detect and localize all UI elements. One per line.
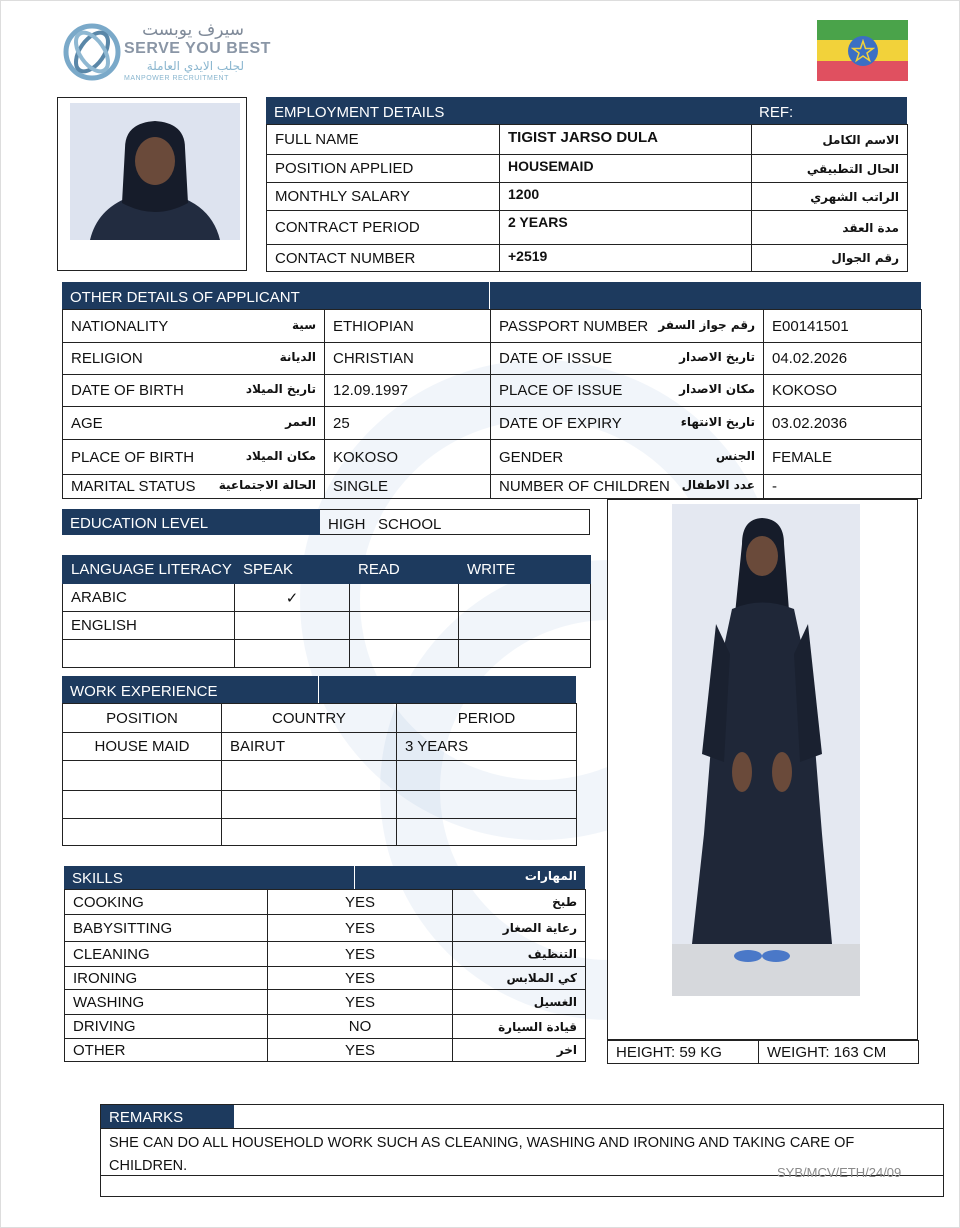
company-logo xyxy=(62,20,271,90)
employment-row xyxy=(267,125,908,155)
employment-table xyxy=(266,124,908,272)
other-label: RELIGION الديانة xyxy=(63,343,325,375)
work-row-empty xyxy=(63,761,577,791)
other-details-row xyxy=(63,310,922,343)
skill-arabic: رعاية الصغار xyxy=(453,915,586,942)
skill-arabic: قيادة السيارة xyxy=(453,1015,586,1039)
language-name: ARABIC xyxy=(63,584,235,612)
education-label: EDUCATION LEVEL xyxy=(70,515,209,532)
other-label: DATE OF ISSUE تاريخ الاصدار xyxy=(491,343,764,375)
work-table xyxy=(62,703,577,846)
skill-arabic: اخر xyxy=(453,1039,586,1062)
other-label: NUMBER OF CHILDREN عدد الاطفال xyxy=(491,475,764,499)
skill-value: NO xyxy=(268,1015,453,1039)
read-cell xyxy=(350,612,459,640)
measurements-table xyxy=(607,1040,919,1064)
other-value: FEMALE xyxy=(764,440,922,475)
other-details-row xyxy=(63,440,922,475)
skill-arabic: الغسيل xyxy=(453,990,586,1015)
other-label: PLACE OF ISSUE مكان الاصدار xyxy=(491,375,764,407)
weight-value: WEIGHT: 163 CM xyxy=(759,1041,919,1064)
work-country: BAIRUT xyxy=(222,733,397,761)
employment-label: CONTRACT PERIOD xyxy=(267,211,500,245)
logo-arabic-name: سيرف يوبست xyxy=(142,20,244,40)
other-value: ETHIOPIAN xyxy=(325,310,491,343)
skill-arabic: التنظيف xyxy=(453,942,586,967)
employment-arabic-label: الاسم الكامل xyxy=(752,125,908,155)
education-label-bar xyxy=(62,509,320,535)
skill-name: DRIVING xyxy=(65,1015,268,1039)
employment-label: CONTACT NUMBER xyxy=(267,245,500,272)
employment-value: TIGIST JARSO DULA xyxy=(500,125,752,155)
logo-arabic-sub: لجلب الايدي العاملة xyxy=(146,59,244,73)
skill-name: COOKING xyxy=(65,890,268,915)
other-label: MARITAL STATUS الحالة الاجتماعية xyxy=(63,475,325,499)
other-value: E00141501 xyxy=(764,310,922,343)
other-label: GENDER الجنس xyxy=(491,440,764,475)
other-label: AGE العمر xyxy=(63,407,325,440)
speak-header: SPEAK xyxy=(235,556,350,584)
work-row-empty xyxy=(63,819,577,846)
speak-cell xyxy=(235,612,350,640)
other-details-table xyxy=(62,309,922,499)
skill-arabic: كي الملابس xyxy=(453,967,586,990)
ref-label: REF: xyxy=(759,104,794,121)
remarks-label-bar xyxy=(101,1105,234,1128)
employment-row xyxy=(267,245,908,272)
ethiopia-flag-icon xyxy=(817,20,908,81)
other-value: 25 xyxy=(325,407,491,440)
other-details-row xyxy=(63,375,922,407)
other-label: DATE OF EXPIRY تاريخ الانتهاء xyxy=(491,407,764,440)
employment-row xyxy=(267,155,908,183)
skill-value: YES xyxy=(268,942,453,967)
employment-arabic-label: الراتب الشهري xyxy=(752,183,908,211)
skills-header-bar xyxy=(64,866,585,889)
other-value: KOKOSO xyxy=(764,375,922,407)
skill-value: YES xyxy=(268,890,453,915)
employment-value: +2519 xyxy=(500,245,752,272)
other-label: NATIONALITY سية xyxy=(63,310,325,343)
skill-name: CLEANING xyxy=(65,942,268,967)
employment-header: EMPLOYMENT DETAILS xyxy=(274,104,445,121)
education-value: HIGH SCHOOL xyxy=(328,516,442,533)
work-column-country: COUNTRY xyxy=(222,704,397,733)
skill-name: IRONING xyxy=(65,967,268,990)
employment-label: FULL NAME xyxy=(267,125,500,155)
language-table xyxy=(62,555,591,668)
skills-header-arabic: المهارات xyxy=(524,869,577,883)
skill-row xyxy=(65,890,586,915)
other-label: PASSPORT NUMBER رقم جواز السفر xyxy=(491,310,764,343)
skill-row xyxy=(65,1015,586,1039)
other-value: 04.02.2026 xyxy=(764,343,922,375)
employment-arabic-label: مدة العقد xyxy=(752,211,908,245)
education-value-box xyxy=(320,509,590,535)
language-header-row xyxy=(63,556,591,584)
employment-header-bar xyxy=(266,97,907,124)
skill-row xyxy=(65,1039,586,1062)
employment-label: POSITION APPLIED xyxy=(267,155,500,183)
other-details-row xyxy=(63,407,922,440)
other-value: 03.02.2036 xyxy=(764,407,922,440)
skill-value: YES xyxy=(268,1039,453,1062)
language-row xyxy=(63,584,591,612)
skill-value: YES xyxy=(268,990,453,1015)
skill-value: YES xyxy=(268,967,453,990)
write-cell xyxy=(459,584,591,612)
work-header-bar xyxy=(62,676,576,703)
skill-row xyxy=(65,990,586,1015)
skills-header: SKILLS xyxy=(72,870,123,887)
employment-value: 2 YEARS xyxy=(500,211,752,245)
language-name: ENGLISH xyxy=(63,612,235,640)
portrait-photo-frame xyxy=(57,97,247,271)
other-value: SINGLE xyxy=(325,475,491,499)
company-logo-icon xyxy=(62,20,122,84)
work-columns-row xyxy=(63,704,577,733)
full-body-photo-frame xyxy=(607,499,918,1040)
skill-name: OTHER xyxy=(65,1039,268,1062)
employment-arabic-label: رقم الجوال xyxy=(752,245,908,272)
work-column-period: PERIOD xyxy=(397,704,577,733)
height-value: HEIGHT: 59 KG xyxy=(608,1041,759,1064)
checkmark-icon: ✓ xyxy=(235,584,350,612)
employment-label: MONTHLY SALARY xyxy=(267,183,500,211)
other-value: CHRISTIAN xyxy=(325,343,491,375)
logo-subtitle: MANPOWER RECRUITMENT xyxy=(124,75,229,82)
other-label: DATE OF BIRTH تاريخ الميلاد xyxy=(63,375,325,407)
write-cell xyxy=(459,612,591,640)
work-column-position: POSITION xyxy=(63,704,222,733)
skill-row xyxy=(65,915,586,942)
employment-row xyxy=(267,211,908,245)
other-details-row xyxy=(63,343,922,375)
skill-row xyxy=(65,942,586,967)
skill-name: WASHING xyxy=(65,990,268,1015)
language-row-empty xyxy=(63,640,591,668)
remarks-box xyxy=(100,1104,944,1197)
work-header: WORK EXPERIENCE xyxy=(70,683,218,700)
other-value: - xyxy=(764,475,922,499)
portrait-photo xyxy=(70,103,240,240)
work-position: HOUSE MAID xyxy=(63,733,222,761)
skill-arabic: طبخ xyxy=(453,890,586,915)
full-body-photo xyxy=(672,504,860,996)
other-label: PLACE OF BIRTH مكان الميلاد xyxy=(63,440,325,475)
skills-table xyxy=(64,889,586,1062)
write-header: WRITE xyxy=(459,556,591,584)
other-value: KOKOSO xyxy=(325,440,491,475)
skill-name: BABYSITTING xyxy=(65,915,268,942)
employment-arabic-label: الحال التطبيقي xyxy=(752,155,908,183)
remarks-text: SHE CAN DO ALL HOUSEHOLD WORK SUCH AS CLEANING, WASHING AND IRONING AND TAKING CARE OF CHILDREN. xyxy=(109,1135,855,1174)
language-row xyxy=(63,612,591,640)
language-header: LANGUAGE LITERACY xyxy=(63,556,235,584)
employment-row xyxy=(267,183,908,211)
work-row xyxy=(63,733,577,761)
other-value: 12.09.1997 xyxy=(325,375,491,407)
other-details-row xyxy=(63,475,922,499)
other-details-header: OTHER DETAILS OF APPLICANT xyxy=(70,289,300,306)
read-cell xyxy=(350,584,459,612)
employment-value: HOUSEMAID xyxy=(500,155,752,183)
work-row-empty xyxy=(63,791,577,819)
logo-english-name: SERVE YOU BEST xyxy=(124,40,271,57)
skill-value: YES xyxy=(268,915,453,942)
remarks-label: REMARKS xyxy=(109,1109,184,1126)
employment-value: 1200 xyxy=(500,183,752,211)
skill-row xyxy=(65,967,586,990)
work-period: 3 YEARS xyxy=(397,733,577,761)
read-header: READ xyxy=(350,556,459,584)
other-details-header-bar xyxy=(62,282,921,309)
document-code: SYB/MCV/ETH/24/09 xyxy=(777,1165,902,1180)
